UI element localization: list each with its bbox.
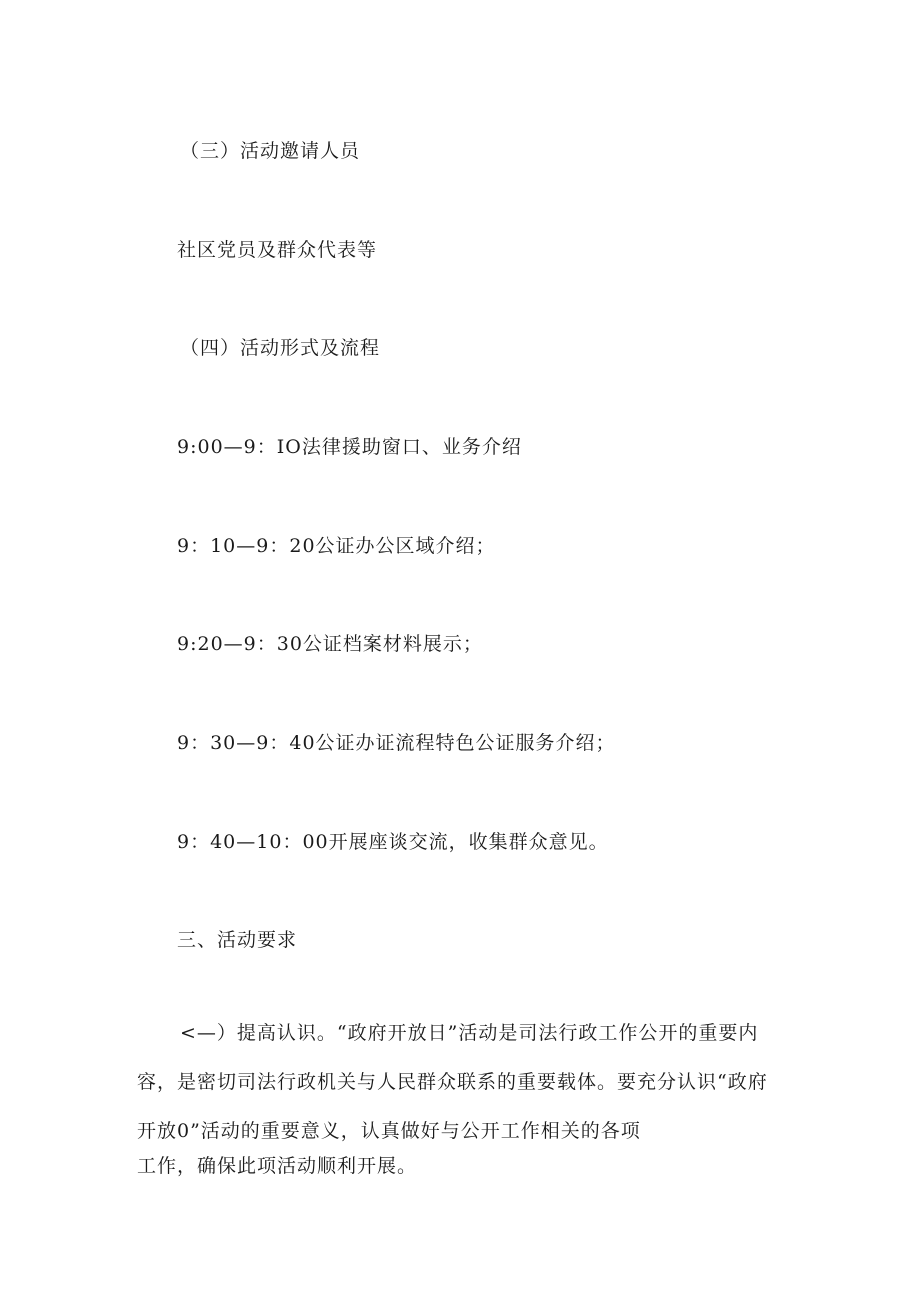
- section-heading-requirements: 三、活动要求: [177, 929, 298, 951]
- schedule-item-3: 9:20—9：30公证档案材料展示；: [177, 633, 483, 655]
- schedule-item-5: 9：40—10：00开展座谈交流，收集群众意见。: [177, 831, 609, 853]
- section-heading-invited-people: （三）活动邀请人员: [180, 140, 361, 162]
- paragraph-line-2: 容，是密切司法行政机关与人民群众联系的重要载体。要充分认识“政府: [137, 1071, 768, 1093]
- schedule-item-2: 9：10—9：20公证办公区域介绍；: [177, 535, 496, 557]
- schedule-item-1: 9:00—9：IO法律援助窗口、业务介绍: [177, 436, 522, 458]
- invited-people-text: 社区党员及群众代表等: [177, 239, 378, 261]
- paragraph-line-4: 工作，确保此项活动顺利开展。: [137, 1155, 418, 1177]
- paragraph-line-3: 开放0”活动的重要意义，认真做好与公开工作相关的各项: [137, 1120, 641, 1142]
- schedule-item-4: 9：30—9：40公证办证流程特色公证服务介绍；: [177, 732, 616, 754]
- paragraph-line-1: <—）提高认识。“政府开放日”活动是司法行政工作公开的重要内: [180, 1022, 759, 1044]
- section-heading-activity-format: （四）活动形式及流程: [180, 337, 381, 359]
